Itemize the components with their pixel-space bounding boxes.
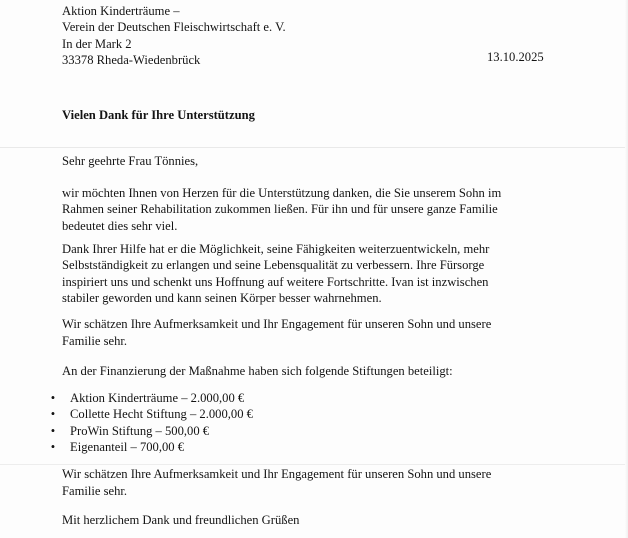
paragraph-line: Rahmen seiner Rehabilitation zukommen ließen. Für ihn und für unsere ganze Familie <box>62 202 498 217</box>
list-item <box>48 439 253 455</box>
letter-date: 13.10.2025 <box>487 50 544 64</box>
salutation-line: Sehr geehrte Frau Tönnies, <box>62 154 199 168</box>
funding-entry: Eigenanteil – 700,00 € <box>70 439 185 454</box>
paragraph-line: Familie sehr. <box>62 334 128 348</box>
funding-intro <box>62 363 532 379</box>
funding-entry: Collette Hecht Stiftung – 2.000,00 € <box>70 407 253 422</box>
list-item <box>48 423 253 439</box>
closing <box>62 512 532 528</box>
bullet-icon: • <box>50 439 56 454</box>
paragraph-appreciation-repeat <box>62 466 532 500</box>
closing-line: Mit herzlichem Dank und freundlichen Grüßen <box>62 513 300 527</box>
scan-streak <box>0 147 628 148</box>
paragraph-appreciation <box>62 316 532 350</box>
paragraph-line: bedeutet dies sehr viel. <box>62 218 178 233</box>
paragraph-line: An der Finanzierung der Maßnahme haben sich folgende Stiftungen beteiligt: <box>62 364 453 378</box>
funding-list <box>48 390 253 455</box>
paragraph-line: inspiriert uns und schenkt uns Hoffnung auf weitere Fortschritte. Ivan ist inzwischen <box>62 274 489 289</box>
salutation <box>62 153 532 169</box>
paragraph-line: wir möchten Ihnen von Herzen für die Unterstützung danken, die Sie unserem Sohn im <box>62 186 502 200</box>
list-item <box>48 390 253 406</box>
paragraph-progress <box>62 241 532 306</box>
paragraph-line: Wir schätzen Ihre Aufmerksamkeit und Ihr Engagement für unseren Sohn und unsere <box>62 467 492 481</box>
bullet-icon: • <box>50 407 56 422</box>
bullet-icon: • <box>50 391 56 405</box>
sender-address <box>62 3 286 68</box>
sender-line: Verein der Deutschen Fleischwirtschaft e. V. <box>62 20 286 35</box>
letter-subject: Vielen Dank für Ihre Unterstützung <box>62 108 255 122</box>
paragraph-line: stabiler geworden und kann seinen Körper besser wahrnehmen. <box>62 290 382 305</box>
sender-line: In der Mark 2 <box>62 36 132 51</box>
sender-line: Aktion Kinderträume – <box>62 4 180 18</box>
paragraph-line: Dank Ihrer Hilfe hat er die Möglichkeit, seine Fähigkeiten weiterzuentwickeln, mehr <box>62 242 490 256</box>
funding-entry: ProWin Stiftung – 500,00 € <box>70 423 210 438</box>
paragraph-line: Familie sehr. <box>62 484 128 498</box>
paragraph-thanks <box>62 185 532 234</box>
paragraph-line: Wir schätzen Ihre Aufmerksamkeit und Ihr Engagement für unseren Sohn und unsere <box>62 317 492 331</box>
scan-streak <box>0 464 628 465</box>
list-item <box>48 406 253 422</box>
paragraph-line: Selbstständigkeit zu erlangen und seine Lebensqualität zu verbessern. Ihre Fürsorge <box>62 258 485 273</box>
sender-line: 33378 Rheda-Wiedenbrück <box>62 52 201 67</box>
bullet-icon: • <box>50 423 56 438</box>
funding-entry: Aktion Kinderträume – 2.000,00 € <box>70 391 245 405</box>
